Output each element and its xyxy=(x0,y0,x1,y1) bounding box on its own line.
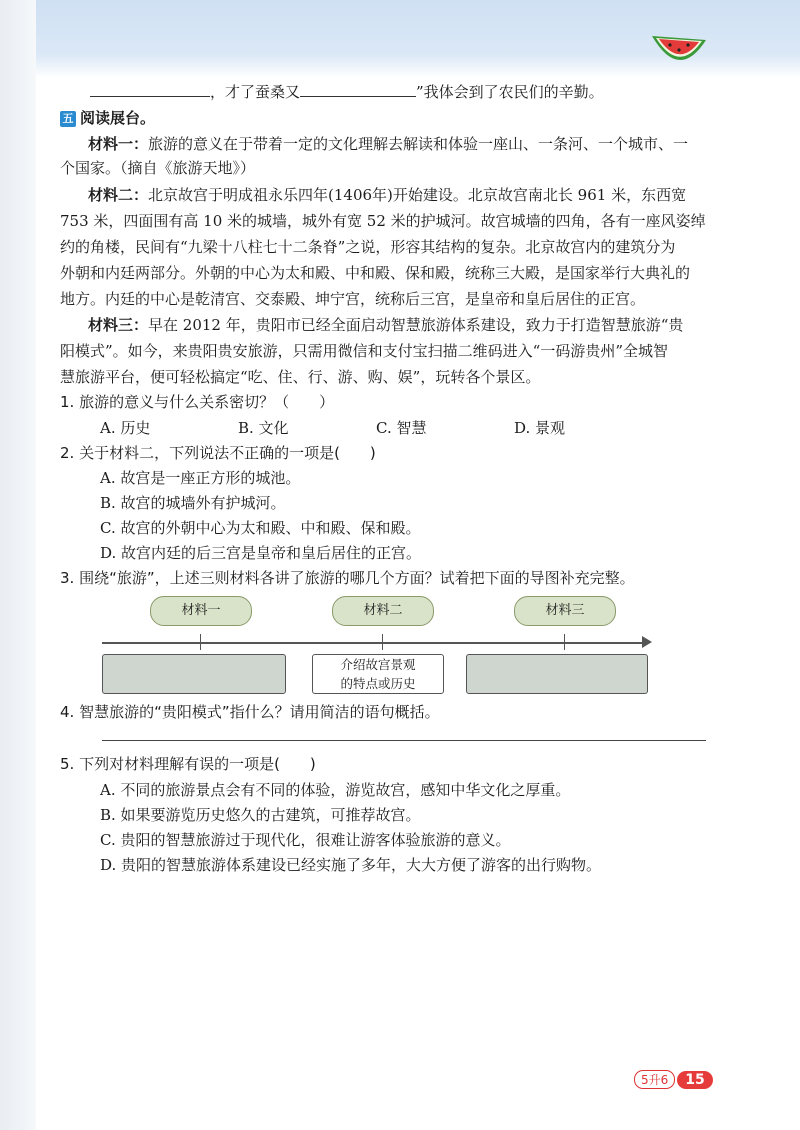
connector xyxy=(564,634,565,650)
material-line: 地方。内廷的中心是乾清宫、交泰殿、坤宁宫，统称后三宫，是皇帝和皇后居住的正宫。 xyxy=(60,290,646,308)
connector xyxy=(382,634,383,650)
material-line: 慧旅游平台，便可轻松搞定“吃、住、行、游、购、娱”，玩转各个景区。 xyxy=(60,368,541,386)
grade-label: 5升6 xyxy=(634,1070,675,1089)
box-text: 介绍故宫景观 xyxy=(340,657,416,672)
option-a[interactable]: A. 历史 xyxy=(100,419,151,437)
fill-text-end: ”我体会到了农民们的辛勤。 xyxy=(416,83,604,101)
section-heading xyxy=(60,107,155,128)
section-title: 阅读展台。 xyxy=(80,109,156,127)
page-number: 15 xyxy=(677,1071,712,1089)
node-material-1: 材料一 xyxy=(150,596,252,626)
option-d[interactable]: D. 景观 xyxy=(514,419,566,437)
material-line: 约的角楼，民间有“九梁十八柱七十二条脊”之说，形容其结构的复杂。北京故宫内的建筑分为 xyxy=(60,238,676,256)
material-line: 753 米，四面围有高 10 米的城墙，城外有宽 52 米的护城河。故宫城墙的四角，各有一座风姿绰 xyxy=(60,212,706,230)
connector xyxy=(200,634,201,650)
answer-box-3[interactable] xyxy=(466,654,648,694)
material-line: 阳模式”。如今，来贵阳贵安旅游，只需用微信和支付宝扫描二维码进入“一码游贵州”全城智 xyxy=(60,342,669,360)
q1-options xyxy=(100,416,652,440)
question-4: 4. 智慧旅游的“贵阳模式”指什么？请用简洁的语句概括。 xyxy=(60,703,440,721)
question-3: 3. 围绕“旅游”，上述三则材料各讲了旅游的哪几个方面？试着把下面的导图补充完整。 xyxy=(60,569,635,587)
answer-blank[interactable] xyxy=(90,80,210,97)
fill-text-mid: ，才了蚕桑又 xyxy=(210,83,301,101)
option-b[interactable]: B. 如果要游览历史悠久的古建筑，可推荐故宫。 xyxy=(100,806,421,824)
option-a[interactable]: A. 不同的旅游景点会有不同的体验，游览故宫，感知中华文化之厚重。 xyxy=(100,781,571,799)
answer-line[interactable] xyxy=(102,740,706,741)
option-b[interactable]: B. 文化 xyxy=(238,419,289,437)
page-footer xyxy=(634,1070,713,1089)
question-2: 2. 关于材料二，下列说法不正确的一项是( ) xyxy=(60,444,376,462)
material-line: 个国家。（摘自《旅游天地》） xyxy=(60,159,256,177)
material-line: 外朝和内廷两部分。外朝的中心为太和殿、中和殿、保和殿，统称三大殿，是国家举行大典礼的 xyxy=(60,264,691,282)
option-d[interactable]: D. 故宫内廷的后三宫是皇帝和皇后居住的正宫。 xyxy=(100,544,422,562)
node-material-2: 材料二 xyxy=(332,596,434,626)
section-badge: 五 xyxy=(60,111,76,127)
answer-box-1[interactable] xyxy=(102,654,286,694)
material-line: 材料一：旅游的意义在于带着一定的文化理解去解读和体验一座山、一条河、一个城市、一 xyxy=(88,135,689,153)
arrow-head xyxy=(642,636,652,648)
option-c[interactable]: C. 智慧 xyxy=(376,419,427,437)
timeline-axis xyxy=(102,642,642,644)
page-edge-strip xyxy=(0,0,36,1130)
box-text: 的特点或历史 xyxy=(340,676,416,691)
watermelon-icon xyxy=(650,30,708,72)
material-line: 材料三：早在 2012 年，贵阳市已经全面启动智慧旅游体系建设，致力于打造智慧旅游“贵 xyxy=(88,316,684,334)
question-1: 1. 旅游的意义与什么关系密切？（ ） xyxy=(60,393,335,411)
option-d[interactable]: D. 贵阳的智慧旅游体系建设已经实施了多年，大大方便了游客的出行购物。 xyxy=(100,856,602,874)
answer-box-2 xyxy=(312,654,444,694)
option-c[interactable]: C. 贵阳的智慧旅游过于现代化，很难让游客体验旅游的意义。 xyxy=(100,831,511,849)
node-material-3: 材料三 xyxy=(514,596,616,626)
option-a[interactable]: A. 故宫是一座正方形的城池。 xyxy=(100,469,301,487)
fill-in-line xyxy=(90,80,604,104)
question-5: 5. 下列对材料理解有误的一项是( ) xyxy=(60,755,316,773)
mind-map xyxy=(102,592,658,700)
option-c[interactable]: C. 故宫的外朝中心为太和殿、中和殿、保和殿。 xyxy=(100,519,421,537)
answer-blank[interactable] xyxy=(300,80,416,97)
option-b[interactable]: B. 故宫的城墙外有护城河。 xyxy=(100,494,286,512)
material-line: 材料二：北京故宫于明成祖永乐四年(1406年)开始建设。北京故宫南北长 961 米，东西宽 xyxy=(88,186,687,204)
